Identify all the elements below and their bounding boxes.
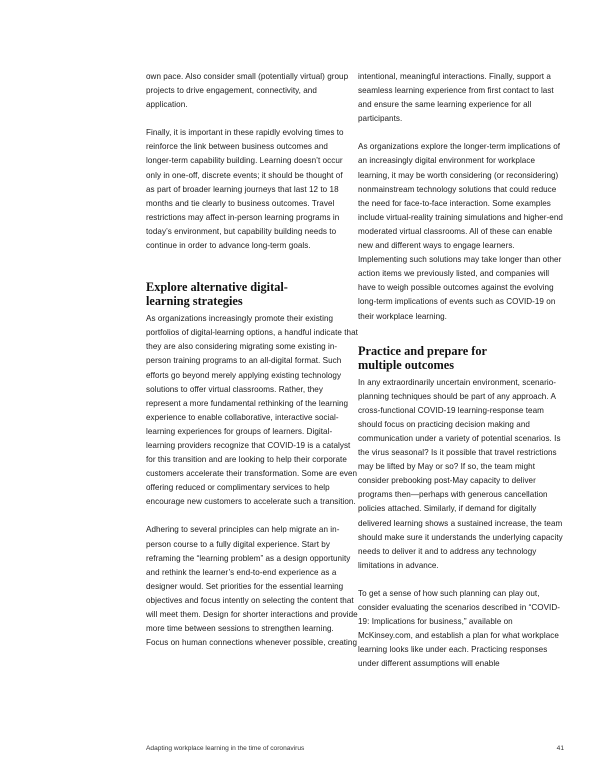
right-paragraph-2: As organizations explore the longer-term implications of an increasingly digital environment for workplace learning, it may be worth considering (or reconsidering) nonmainstream technology solutions that could reduce the need for face-to-face interaction. Some examples include virtual-reality training simulations and higher-end moderated virtual classrooms. All of these can enable new and different ways to engage learners. Implementing such solutions may take longer than other action items we previously listed, and companies will have to weigh possible outcomes against the evolving long-term implications of events such as COVID-19 on their workplace learning. [358, 142, 563, 321]
left-paragraph-3: As organizations increasingly promote their existing portfolios of digital-learning options, a handful indicate that they are also considering migrating some existing in-person training programs to an all-digital format. Such efforts go beyond merely applying existing technology solutions to offer virtual classrooms. Rather, they represent a more fundamental rethinking of the learning experience to enable collaborative, interactive social-learning experiences for groups of learners. Digital-learning providers recognize that COVID-19 is a catalyst for this transition and are looking to help their corporate customers accelerate their transformation. Some are even offering reduced or complimentary services to help encourage new customers to accelerate such a transition. [146, 314, 358, 507]
left-paragraph-2: Finally, it is important in these rapidly evolving times to reinforce the link between business outcomes and longer-term capability building. Learning doesn’t occur only in one-off, discrete events; it should be thought of as part of broader learning journeys that last 12 to 18 months and tie clearly to business outcomes. Travel restrictions may affect in-person learning programs in today’s environment, but capability building needs to continue in order to advance long-term goals. [146, 128, 344, 251]
section-heading-multiple-outcomes: Practice and prepare for multiple outcomes [358, 343, 487, 372]
left-paragraph-1: own pace. Also consider small (potentially virtual) group projects to drive engagement, connectivity, and application. [146, 72, 349, 110]
page-number: 41 [556, 745, 564, 752]
left-paragraph-4: Adhering to several principles can help migrate an in-person course to a fully digital experience. Start by reframing the “learning problem” as a design opportunity and rethink the learner’s end-to-end experience as a designer would. Set priorities for the essential learning objectives and focus intently on selecting the content that will meet them. Design for shorter interactions and provide more time between sessions to strengthen learning. Focus on human connections whenever possible, creating [146, 525, 358, 648]
footer-title: Adapting workplace learning in the time of coronavirus [146, 745, 305, 752]
left-column [146, 70, 361, 650]
right-column [358, 70, 564, 671]
right-paragraph-4: To get a sense of how such planning can play out, consider evaluating the scenarios described in “COVID-19: Implications for business,” available on McKinsey.com, and establish a plan for what workplace learning looks like under each. Practicing responses under different assumptions will enable [358, 588, 560, 669]
right-paragraph-1: intentional, meaningful interactions. Finally, support a seamless learning experience from first contact to last and ensure the same learning experience for all participants. [358, 72, 554, 124]
right-paragraph-3: In any extraordinarily uncertain environment, scenario-planning techniques should be part of any approach. A cross-functional COVID-19 learning-response team should focus on practicing decision making and communication under a variety of potential scenarios. Is the virus seasonal? Is it possible that travel restrictions may be lifted by May or so? If so, the team might consider prebooking post-May capacity to deliver programs then—perhaps with generous cancellation policies attached. Similarly, if demand for digitally delivered learning shows a sustained increase, the team should make sure it understands the underlying capacity needs to deliver it and to address any technology limitations in advance. [358, 377, 563, 570]
section-heading-digital-learning: Explore alternative digital-learning strategies [146, 280, 288, 309]
